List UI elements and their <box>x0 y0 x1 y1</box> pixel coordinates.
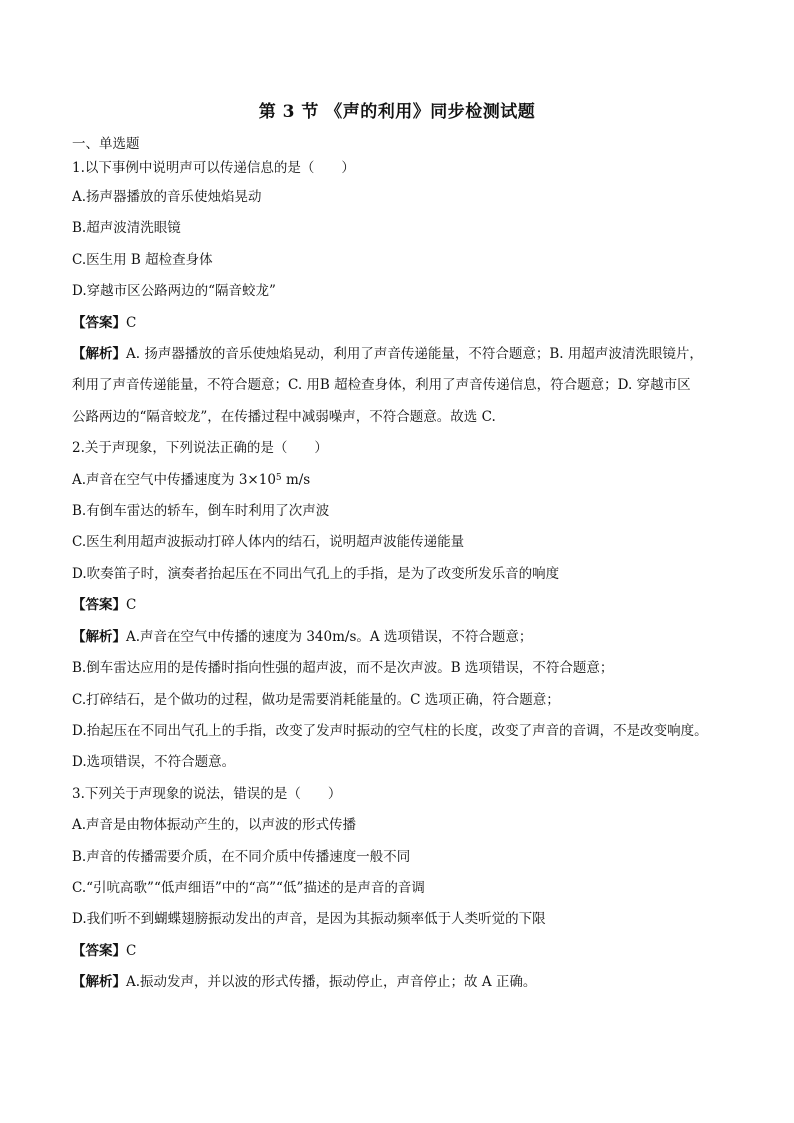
option-a <box>72 465 732 496</box>
analysis-line: D.抬起压在不同出气孔上的手指，改变了发声时振动的空气柱的长度，改变了声音的音调，不是改变响度。 <box>72 722 708 739</box>
analysis-line: C.打碎结石，是个做功的过程，做功是需要消耗能量的。C 选项正确，符合题意； <box>72 691 560 708</box>
answer-value: C <box>126 597 137 614</box>
option-a: A.扬声器播放的音乐使烛焰晃动 <box>72 189 262 205</box>
answer-line <box>72 308 732 339</box>
analysis-text: A.声音在空气中传播的速度为 340m/s。A 选项错误，不符合题意； <box>126 628 533 645</box>
option-c: C.医生利用超声波振动打碎人体内的结石，说明超声波能传递能量 <box>72 534 465 551</box>
page-title: 第 3 节 《声的利用》同步检测试题 <box>258 102 536 122</box>
answer-tag: 【答案】 <box>72 942 126 959</box>
analysis-tag: 【解析】 <box>72 974 126 991</box>
analysis-tag: 【解析】 <box>72 346 126 363</box>
answer-value: C <box>126 942 137 959</box>
question-stem: 2.关于声现象，下列说法正确的是（ ） <box>72 440 328 457</box>
answer-line <box>72 590 732 621</box>
analysis-line: 利用了声音传递能量，不符合题意；C. 用B 超检查身体，利用了声音传递信息，符合题意；D. 穿越市区 <box>72 377 691 394</box>
answer-tag: 【答案】 <box>72 314 126 331</box>
option-d: D.我们听不到蝴蝶翅膀振动发出的声音，是因为其振动频率低于人类听觉的下限 <box>72 911 546 928</box>
option-b: B.有倒车雷达的轿车，倒车时利用了次声波 <box>72 503 330 520</box>
analysis-line: D.选项错误，不符合题意。 <box>72 754 236 771</box>
option-a: A.声音是由物体振动产生的，以声波的形式传播 <box>72 817 357 834</box>
option-b: B.声音的传播需要介质，在不同介质中传播速度一般不同 <box>72 848 411 865</box>
analysis-text: A.振动发声，并以波的形式传播，振动停止，声音停止；故 A 正确。 <box>126 974 537 991</box>
analysis-text: A. 扬声器播放的音乐使烛焰晃动，利用了声音传递能量，不符合题意；B. 用超声波清洗眼镜片， <box>126 346 703 363</box>
answer-line <box>72 936 732 967</box>
exponent: 5 <box>275 472 282 483</box>
analysis-line <box>72 622 732 653</box>
option-b: B.超声波清洗眼镜 <box>72 220 181 237</box>
analysis-tag: 【解析】 <box>72 628 126 645</box>
option-c: C.医生用 B 超检查身体 <box>72 251 213 268</box>
answer-tag: 【答案】 <box>72 597 126 614</box>
analysis-line <box>72 967 732 998</box>
unit: m/s <box>281 471 311 488</box>
analysis-line: 公路两边的“隔音蛟龙”，在传播过程中减弱噪声，不符合题意。故选 C. <box>72 408 496 425</box>
option-a-text: A.声音在空气中传播速度为 3×10 <box>72 471 276 488</box>
question-2 <box>72 433 732 778</box>
option-d: D.穿越市区公路两边的“隔音蛟龙” <box>72 283 276 300</box>
section-heading: 一、单选题 <box>72 136 140 152</box>
question-stem: 1.以下事例中说明声可以传递信息的是（ ） <box>72 160 355 176</box>
question-stem: 3.下列关于声现象的说法，错误的是（ ） <box>72 785 342 802</box>
question-3 <box>72 779 732 999</box>
analysis-line: B.倒车雷达应用的是传播时指向性强的超声波，而不是次声波。B 选项错误，不符合题意； <box>72 660 614 677</box>
document-body <box>72 134 732 999</box>
option-c: C.“引吭高歌”“低声细语”中的“高”“低”描述的是声音的音调 <box>72 879 425 896</box>
question-1 <box>72 154 732 433</box>
option-d: D.吹奏笛子时，演奏者抬起压在不同出气孔上的手指，是为了改变所发乐音的响度 <box>72 565 560 582</box>
answer-value: C <box>126 314 137 331</box>
analysis-line <box>72 339 732 370</box>
